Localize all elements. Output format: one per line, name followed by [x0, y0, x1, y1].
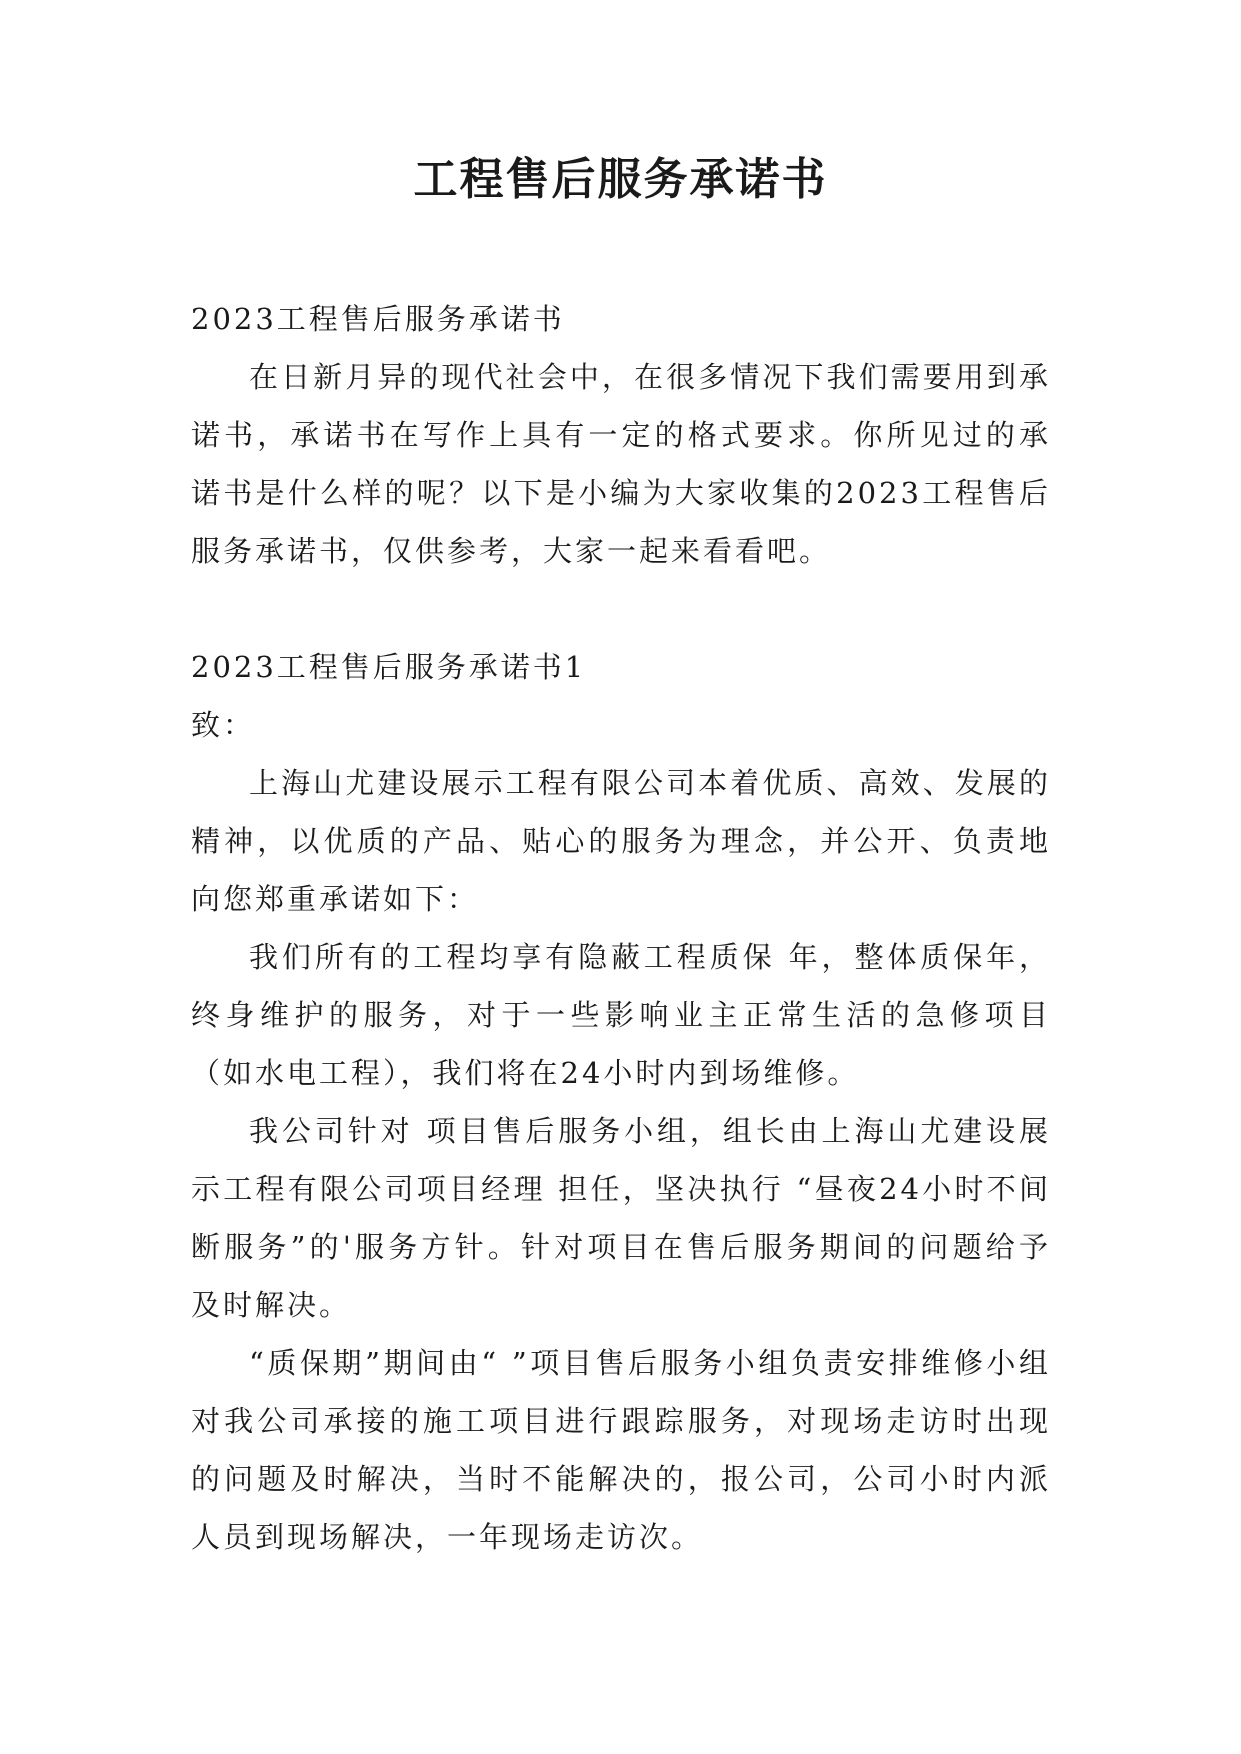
body-paragraph: 我公司针对 项目售后服务小组，组长由上海山尤建设展示工程有限公司项目经理 担任，坚决执行 “昼夜24小时不间断服务”的'服务方针。针对项目在售后服务期间的问题给予及时解决。: [191, 1114, 1051, 1322]
spacer: [191, 580, 1051, 638]
body-paragraph: 上海山尤建设展示工程有限公司本着优质、高效、发展的精神，以优质的产品、贴心的服务为理念，并公开、负责地向您郑重承诺如下：: [191, 766, 1051, 916]
document-title: 工程售后服务承诺书: [413, 154, 828, 205]
body-paragraph: “质保期”期间由“ ”项目售后服务小组负责安排维修小组对我公司承接的施工项目进行跟踪服务，对现场走访时出现的问题及时解决，当时不能解决的，报公司，公司小时内派人员到现场解决，一年现场走访次。: [191, 1346, 1051, 1554]
intro-paragraph: 在日新月异的现代社会中，在很多情况下我们需要用到承诺书，承诺书在写作上具有一定的格式要求。你所见过的承诺书是什么样的呢？以下是小编为大家收集的2023工程售后服务承诺书，仅供参考，大家一起来看看吧。: [191, 360, 1051, 568]
section-heading: 2023工程售后服务承诺书1: [191, 650, 587, 684]
document-subtitle: 2023工程售后服务承诺书: [191, 302, 565, 336]
document-body: [191, 290, 1051, 1566]
body-paragraph: 我们所有的工程均享有隐蔽工程质保 年，整体质保年，终身维护的服务，对于一些影响业主正常生活的急修项目（如水电工程），我们将在24小时内到场维修。: [191, 940, 1051, 1090]
salutation: 致：: [191, 708, 256, 742]
